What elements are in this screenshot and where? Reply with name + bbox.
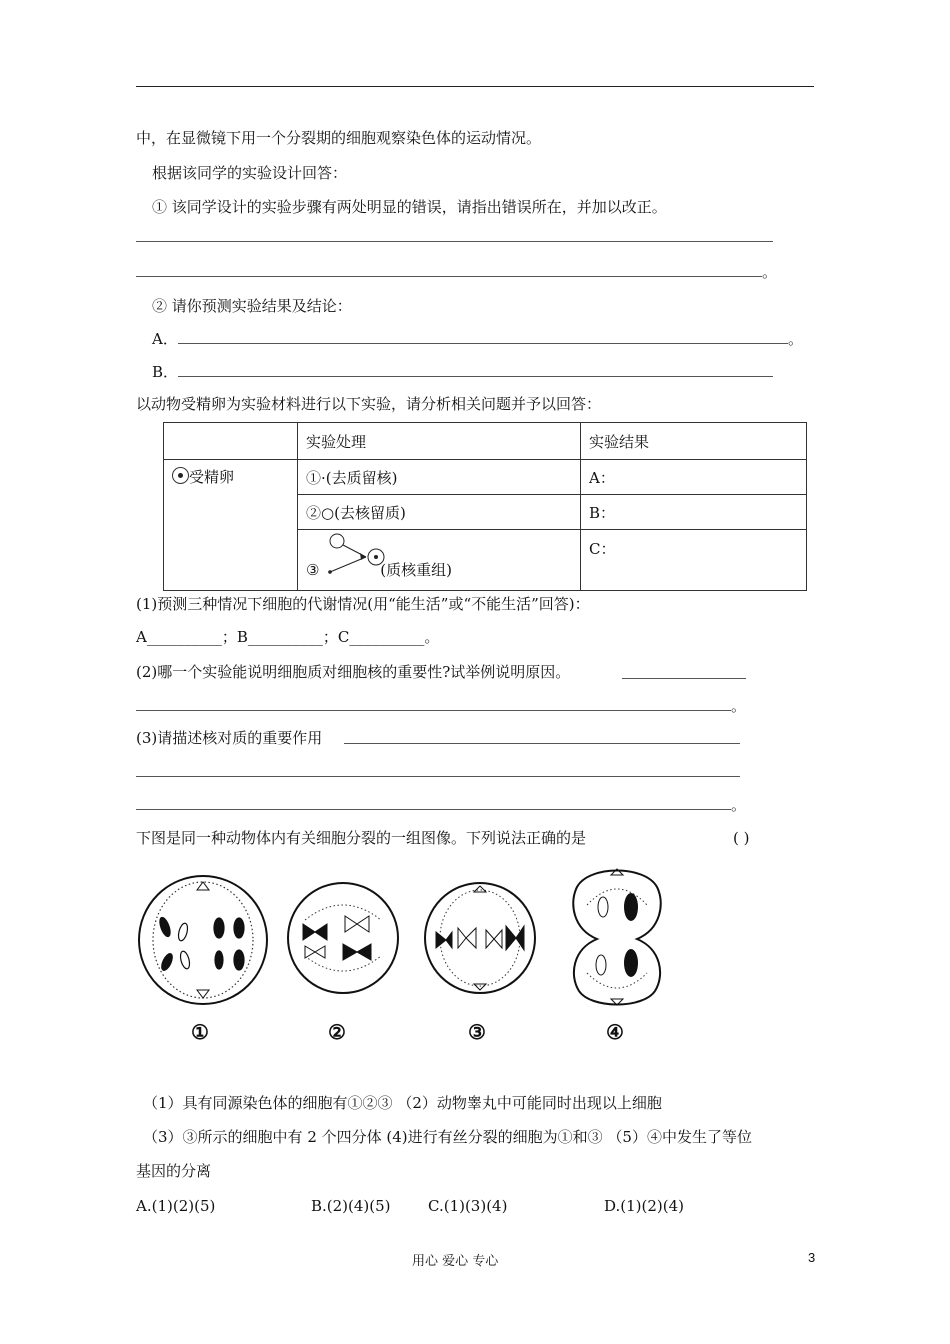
choice-d[interactable]: D.(1)(2)(4) (604, 1197, 685, 1215)
answer-line (136, 809, 731, 810)
cell-diagram-2 (285, 880, 401, 996)
statement-line3: 基因的分离 (136, 1162, 212, 1180)
treatment-3-cell (298, 530, 581, 591)
header-treatment: 实验处理 (298, 423, 581, 460)
treatment-2: ②○(去核留质) (298, 495, 581, 530)
choice-c[interactable]: C.(1)(3)(4) (428, 1197, 508, 1215)
q-cont-line3: ① 该同学设计的实验步骤有两处明显的错误，请指出错误所在，并加以改正。 (152, 198, 667, 216)
choice-b[interactable]: B.(2)(4)(5) (311, 1197, 391, 1215)
result-1: A： (581, 460, 807, 495)
choice-a[interactable]: A.(1)(2)(5) (136, 1197, 216, 1215)
period: 。 (788, 330, 804, 348)
cell-label-3: ③ (468, 1020, 486, 1044)
cell-label-2: ② (328, 1020, 346, 1044)
answer-b-label: B． (152, 363, 179, 381)
answer-line (344, 743, 740, 744)
cell-diagram-4 (567, 863, 667, 1009)
answer-line (136, 276, 762, 277)
footer-motto: 用心 爱心 专心 (412, 1254, 499, 1269)
answer-line (136, 776, 740, 777)
q-cont-line4: ② 请你预测实验结果及结论： (152, 297, 352, 315)
q-div-stem: 下图是同一种动物体内有关细胞分裂的一组图像。下列说法正确的是 (136, 829, 587, 847)
answer-line (136, 710, 731, 711)
row-label-cell (164, 460, 298, 591)
q-egg-sub3: (3)请描述核对质的重要作用 (136, 729, 323, 747)
header-rule (136, 86, 814, 87)
row-label: 受精卵 (189, 468, 235, 486)
table-corner (164, 423, 298, 460)
statement-line1: （1）具有同源染色体的细胞有①②③ （2）动物睾丸中可能同时出现以上细胞 (143, 1094, 662, 1112)
period: 。 (731, 697, 747, 715)
q-egg-sub1-answers: A__________；B__________；C__________。 (136, 628, 440, 646)
answer-line (178, 343, 788, 344)
egg-cell-icon (172, 467, 189, 484)
q-cont-line2: 根据该同学的实验设计回答： (152, 164, 348, 182)
q-egg-intro: 以动物受精卵为实验材料进行以下实验，请分析相关问题并予以回答： (136, 395, 602, 413)
cell-label-1: ① (191, 1020, 209, 1044)
q-egg-sub2: (2)哪一个实验能说明细胞质对细胞核的重要性?试举例说明原因。 (136, 663, 571, 681)
treatment-1: ①·(去质留核) (298, 460, 581, 495)
q-cont-line1: 中，在显微镜下用一个分裂期的细胞观察染色体的运动情况。 (136, 129, 542, 147)
treatment-3-num: ③ (306, 561, 320, 579)
period: 。 (762, 263, 778, 281)
answer-line (136, 241, 773, 242)
answer-a-label: A． (152, 330, 178, 348)
experiment-table (163, 422, 807, 591)
cell-diagram-1 (135, 872, 271, 1008)
q-egg-sub1: (1)预测三种情况下细胞的代谢情况(用“能生活”或“不能生活”回答)： (136, 595, 590, 613)
page-number: 3 (808, 1250, 816, 1265)
answer-line (178, 376, 773, 377)
cell-diagram-3 (422, 880, 538, 996)
result-2: B： (581, 495, 807, 530)
result-3: C： (581, 530, 807, 591)
recombination-icon (322, 532, 392, 578)
period: 。 (731, 796, 747, 814)
treatment-3: (质核重组) (380, 561, 452, 579)
answer-line (622, 678, 746, 679)
answer-bracket: ( ) (733, 829, 750, 847)
header-result: 实验结果 (581, 423, 807, 460)
statement-line2: （3）③所示的细胞中有 2 个四分体 (4)进行有丝分裂的细胞为①和③ （5）④中发生了等位 (143, 1128, 752, 1146)
cell-label-4: ④ (606, 1020, 624, 1044)
